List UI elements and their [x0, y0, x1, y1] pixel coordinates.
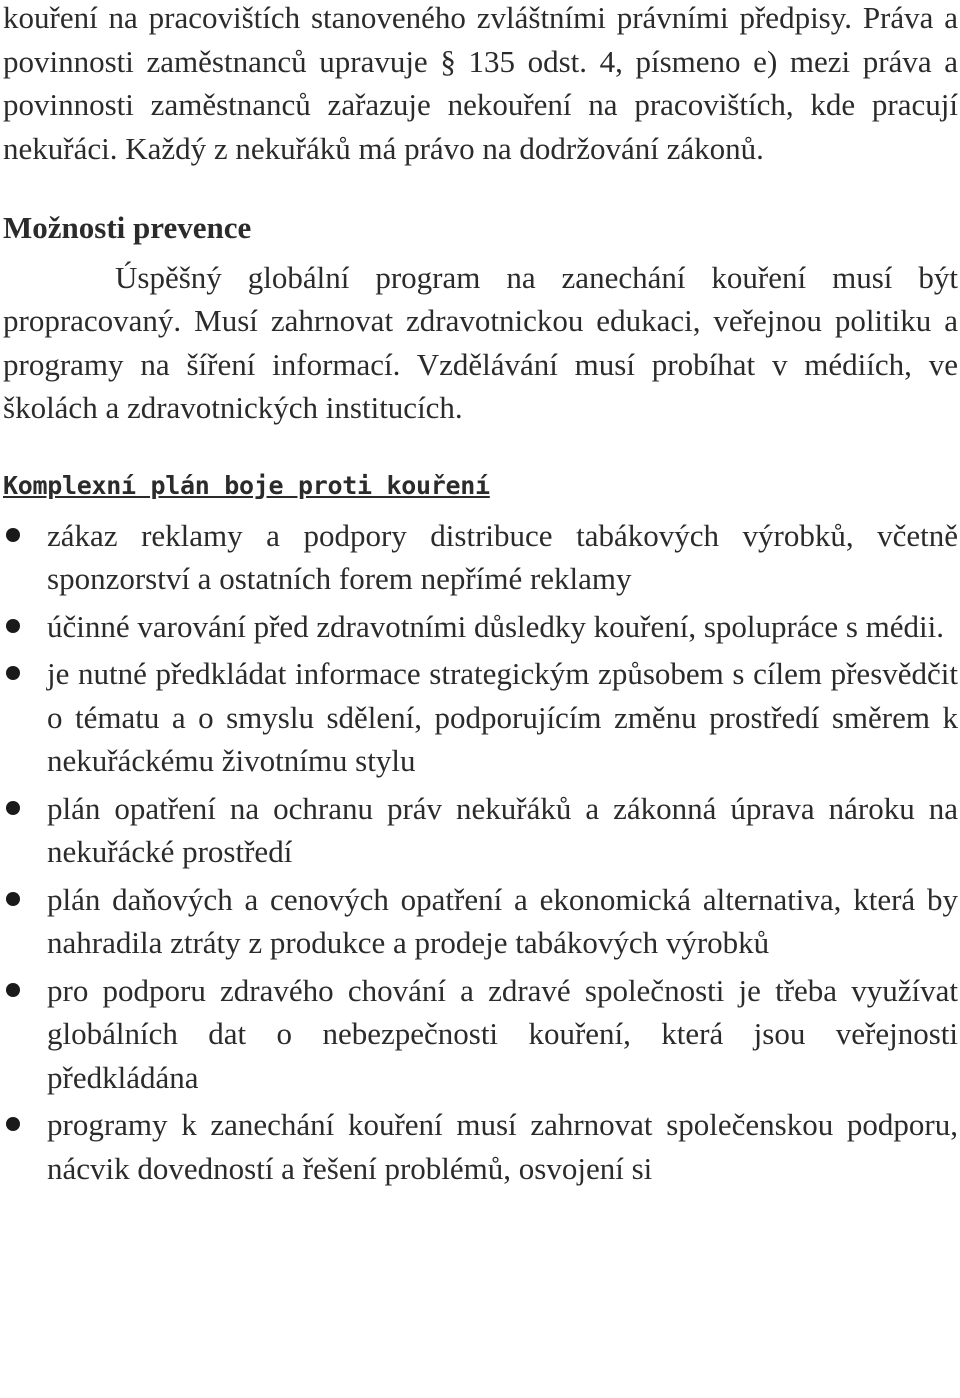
list-item-text: je nutné předkládat informace strategickým způsobem s cílem přesvědčit o tématu a o smyslu sdělení, podporujícím změnu prostředí směrem k nekuřáckému životnímu stylu	[47, 656, 958, 778]
plan-heading: Komplexní plán boje proti kouření	[3, 470, 490, 500]
list-item	[3, 605, 958, 649]
bullet-icon	[6, 528, 20, 542]
list-item-text: plán opatření na ochranu práv nekuřáků a zákonná úprava nároku na nekuřácké prostředí	[47, 790, 958, 869]
intro-paragraph: kouření na pracovištích stanoveného zvláštními právními předpisy. Práva a povinnosti zaměstnanců upravuje § 135 odst. 4, písmeno e) mezi práva a povinnosti zaměstnanců zařazuje nekouření na pracovištích, kde pracují nekuřáci. Každý z nekuřáků má právo na dodržování zákonů.	[3, 0, 958, 166]
prevention-heading: Možnosti prevence	[3, 210, 252, 245]
bullet-icon	[6, 801, 20, 815]
plan-bullet-list	[3, 514, 958, 1191]
bullet-icon	[6, 1117, 20, 1131]
list-item	[3, 652, 958, 783]
list-item-text: plán daňových a cenových opatření a ekonomická alternativa, která by nahradila ztráty z produkce a prodeje tabákových výrobků	[47, 881, 958, 960]
bullet-icon	[6, 619, 20, 633]
bullet-icon	[6, 666, 20, 680]
list-item	[3, 1103, 958, 1190]
list-item-text: účinné varování před zdravotními důsledky kouření, spolupráce s médii.	[47, 608, 945, 644]
list-item-text: pro podporu zdravého chování a zdravé společnosti je třeba využívat globálních dat o nebezpečnosti kouření, která jsou veřejnosti předkládána	[47, 972, 958, 1095]
list-item	[3, 878, 958, 965]
bullet-icon	[6, 892, 20, 906]
list-item-text: zákaz reklamy a podpory distribuce tabákových výrobků, včetně sponzorství a ostatních forem nepřímé reklamy	[47, 517, 958, 596]
list-item	[3, 514, 958, 601]
list-item	[3, 969, 958, 1100]
list-item	[3, 787, 958, 874]
list-item-text: programy k zanechání kouření musí zahrnovat společenskou podporu, nácvik dovedností a řešení problémů, osvojení si	[47, 1107, 958, 1186]
bullet-icon	[6, 983, 20, 997]
prevention-paragraph: Úspěšný globální program na zanechání kouření musí být propracovaný. Musí zahrnovat zdravotnickou edukaci, veřejnou politiku a programy na šíření informací. Vzdělávání musí probíhat v médiích, ve školách a zdravotnických institucích.	[3, 259, 958, 425]
